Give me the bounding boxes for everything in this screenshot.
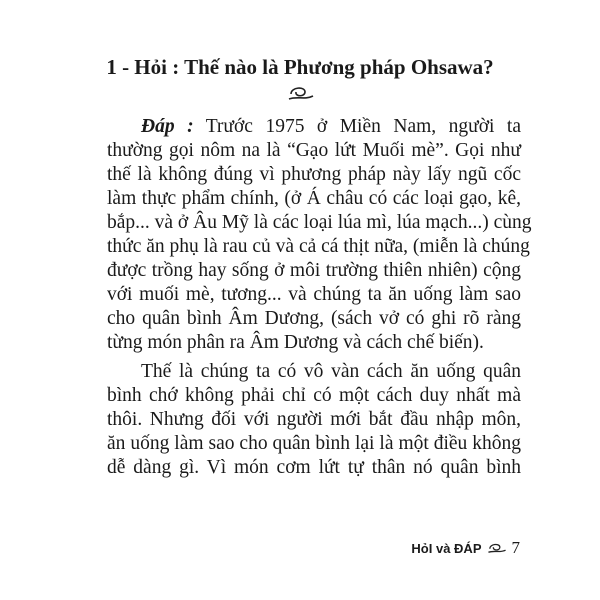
- text-line: được trồng hay sống ở môi trường thiên nhiên) cộng: [107, 260, 521, 281]
- text-line: thế là không đúng vì phương pháp này lấy ngũ cốc: [107, 164, 521, 185]
- text-line: bắp... và ở Âu Mỹ là các loại lúa mì, lúa mạch...) cùng: [107, 212, 532, 233]
- body-text: [107, 115, 532, 480]
- ornament-icon: [287, 84, 315, 102]
- text-line: làm thực phẩm chính, (ở Á châu có các loại gạo, kê,: [107, 188, 521, 209]
- page-title: 1 - Hỏi : Thế nào là Phương pháp Ohsawa?: [106, 55, 494, 79]
- text-line: ăn uống làm sao cho quân bình lại là một điều không: [107, 433, 521, 454]
- text-line: dễ dàng gì. Vì món cơm lứt tự thân nó quân bình: [107, 457, 521, 478]
- answer-label: Đáp :: [141, 116, 194, 137]
- text-line: bình chớ không phải chỉ có một cách duy nhất mà: [107, 385, 521, 406]
- text-line: thường gọi nôm na là “Gạo lứt Muối mè”. Gọi như: [107, 140, 521, 161]
- text-line: với muối mè, tương... và chúng ta ăn uống làm sao: [107, 284, 521, 305]
- page-number: 7: [511, 538, 520, 557]
- text-line: từng món phân ra Âm Dương và cách chế biến).: [107, 332, 484, 353]
- paragraph-1-first-line: [107, 115, 521, 139]
- text-line: thức ăn phụ là rau củ và cả cá thịt nữa, (miễn là chúng: [107, 236, 530, 257]
- running-footer-label: HỏI và ĐÁP: [411, 540, 482, 556]
- ornament-icon: [487, 541, 507, 555]
- text-line: thôi. Nhưng đối với người mới bắt đầu nhập môn,: [107, 409, 521, 430]
- text-line: Thế là chúng ta có vô vàn cách ăn uống quân: [141, 361, 521, 382]
- text-line: cho quân bình Âm Dương, (sách vở có ghi rõ ràng: [107, 308, 521, 329]
- text: Trước 1975 ở Miền Nam, người ta: [193, 116, 521, 137]
- page-footer: [411, 538, 520, 558]
